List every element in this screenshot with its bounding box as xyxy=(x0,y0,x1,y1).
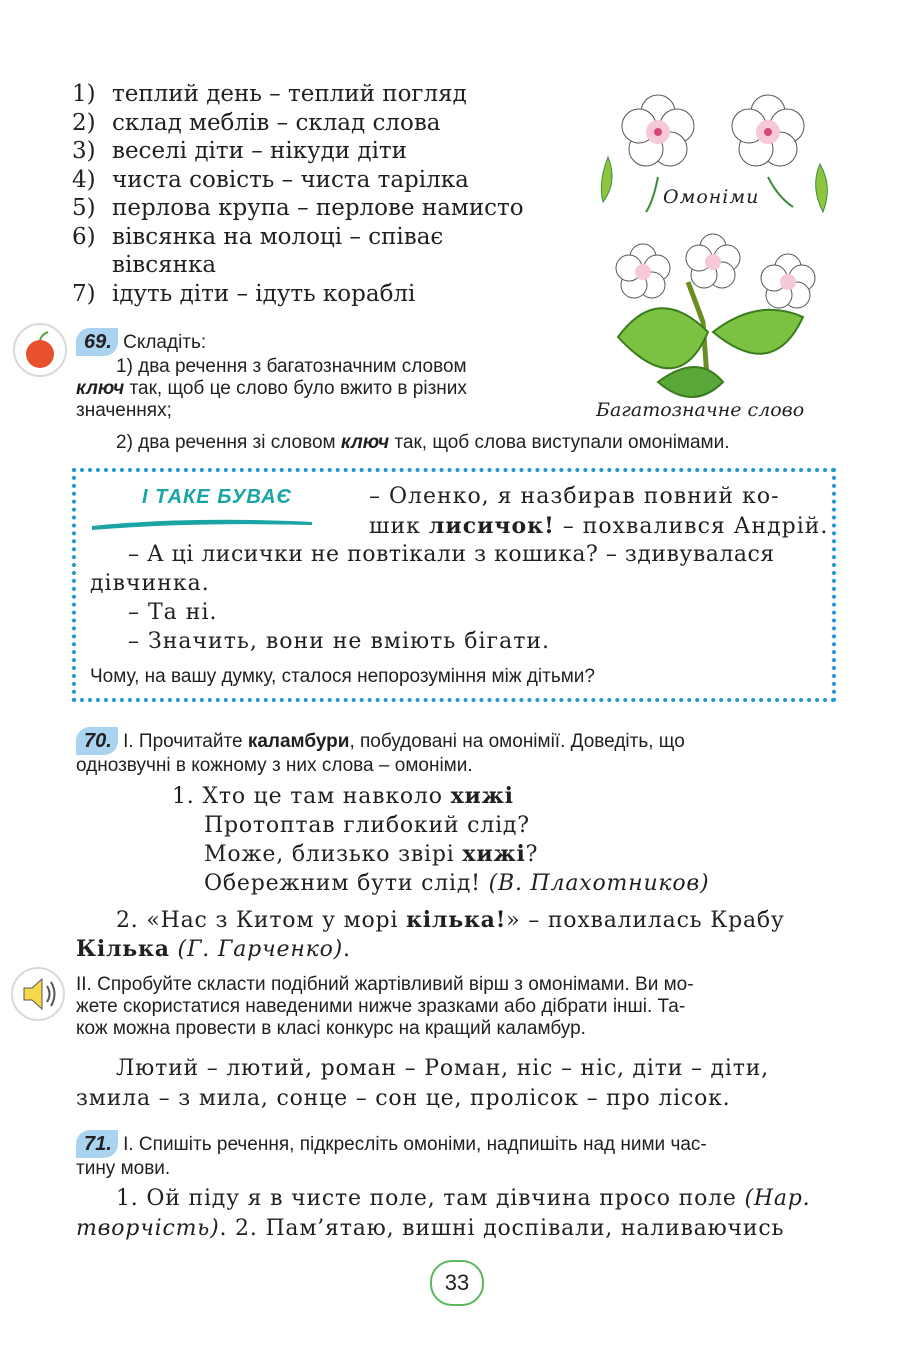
ex69-line-2 xyxy=(76,378,576,400)
caption-homonyms: Омоніми xyxy=(663,186,760,208)
ex70-intro-a: І. Прочитайте xyxy=(117,731,248,752)
list-item-number: 1) xyxy=(72,81,96,107)
apple-icon xyxy=(12,322,68,378)
polysemous-branch xyxy=(616,234,815,397)
list-item-text: вівсянка xyxy=(112,252,217,278)
poem-line: Обережним бути слід! xyxy=(204,871,489,896)
exercise-70-intro xyxy=(76,727,846,777)
homonym-pairs-list xyxy=(72,80,592,308)
sentence-source: (Нар. xyxy=(744,1186,811,1211)
ex69-line-4-b: так, щоб слова виступали омонімами. xyxy=(389,432,730,453)
list-item-text: теплий день – теплий погляд xyxy=(112,81,467,107)
aside-line-2 xyxy=(369,513,828,539)
ex70-ii-line: ІІ. Спробуйте скласти подібний жартівливий вірш з омонімами. Ви мо- xyxy=(76,974,694,995)
ex69-line-1: 1) два речення з багатозначним словом xyxy=(116,356,467,377)
sentence-text: . 2. Пам’ятаю, вишні доспівали, наливаючись xyxy=(219,1216,785,1241)
word-pairs xyxy=(76,1054,769,1114)
word-pairs-line: Лютий – лютий, роман – Роман, ніс – ніс, діти – діти, xyxy=(116,1056,769,1081)
poem-punct: ? xyxy=(525,842,539,867)
list-item-number: 6) xyxy=(72,223,96,250)
speaker-icon xyxy=(10,966,66,1022)
list-item xyxy=(72,109,592,138)
caption-polysemous: Багатозначне слово xyxy=(596,399,805,421)
list-item-number: 4) xyxy=(72,166,96,193)
ex70-keyword: каламбури xyxy=(247,731,350,752)
sentence-text: 1. Ой піду я в чисте поле, там дівчина просо поле xyxy=(116,1186,745,1211)
poem-line: 1. Хто це там навколо xyxy=(172,784,451,809)
aside-line-5: – Та ні. xyxy=(128,600,218,625)
list-item xyxy=(72,80,592,109)
aside-keyword: лисичок! xyxy=(428,513,555,539)
poem-line: Може, близько звірі xyxy=(204,842,463,867)
list-item-number: 3) xyxy=(72,138,96,164)
ex71-line: тину мови. xyxy=(76,1158,171,1179)
ex71-sentences xyxy=(76,1184,810,1244)
poem-line: 2. «Нас з Китом у морі xyxy=(116,908,407,933)
list-item-text: склад меблів – склад слова xyxy=(112,109,441,136)
word-pairs-line: змила – з мила, сонце – сон це, пролісок – про лісок. xyxy=(76,1086,731,1111)
flowers-illustration xyxy=(598,82,838,417)
exercise-number: 70. xyxy=(76,727,118,755)
list-item-number xyxy=(72,251,112,280)
aside-label: І ТАКЕ БУВАЄ xyxy=(142,486,292,508)
aside-line-3: – А ці лисички не повтікали з кошика? – здивувалася xyxy=(128,542,775,567)
keyword: ключ xyxy=(76,378,125,399)
poem-2 xyxy=(76,906,840,964)
list-item xyxy=(72,280,592,309)
list-item-text: веселі діти – нікуди діти xyxy=(112,138,407,164)
list-item xyxy=(72,194,592,223)
aside-line-2-a: шик xyxy=(369,514,429,539)
exercise-69 xyxy=(76,328,576,422)
aside-line-6: – Значить, вони не вміють бігати. xyxy=(128,629,551,654)
list-item-number: 5) xyxy=(72,195,96,221)
list-item-text: вівсянка на молоці – співає xyxy=(112,223,444,250)
poem-author: (Г. Гарченко) xyxy=(169,937,344,962)
aside-line-1: – Оленко, я назбирав повний ко- xyxy=(369,484,780,509)
poem-punct: . xyxy=(343,937,351,962)
poem-line: Протоптав глибокий слід? xyxy=(204,813,530,838)
poem-author: (В. Плахотников) xyxy=(488,871,710,896)
ex69-line-3: значеннях; xyxy=(76,400,172,421)
list-item-number: 2) xyxy=(72,109,96,136)
exercise-title: Складіть: xyxy=(123,332,207,353)
list-item-text: перлова крупа – перлове намисто xyxy=(112,195,524,221)
poem-keyword: хижі xyxy=(462,841,526,867)
list-item-number: 7) xyxy=(72,280,96,307)
aside-question: Чому, на вашу думку, сталося непорозуміння між дітьми? xyxy=(90,666,595,687)
ex69-line-2-text: так, щоб це слово було вжито в різних xyxy=(124,378,467,399)
list-item xyxy=(72,137,592,166)
list-item xyxy=(72,251,592,280)
poem-line: » – похвалилась Крабу xyxy=(506,908,785,933)
list-item xyxy=(72,166,592,195)
poem-keyword: Кілька xyxy=(76,936,170,962)
page-number: 33 xyxy=(430,1260,484,1306)
exercise-71 xyxy=(76,1130,846,1180)
ex70-intro-c: однозвучні в кожному з них слова – омоніми. xyxy=(76,755,473,776)
exercise-number: 69. xyxy=(76,328,118,356)
aside-line-2-b: – похвалився Андрій. xyxy=(554,514,829,539)
ex69-line-4-a: 2) два речення зі словом xyxy=(116,432,341,453)
exercise-number: 71. xyxy=(76,1130,118,1158)
aside-line-4: дівчинка. xyxy=(90,571,210,596)
ex70-ii-line: кож можна провести в класі конкурс на кращий каламбур. xyxy=(76,1018,586,1039)
brush-stroke xyxy=(90,512,315,532)
ex70-intro-b: , побудовані на омонімії. Доведіть, що xyxy=(349,731,685,752)
ex70-ii-line: жете скористатися наведеними нижче зразками або дібрати інші. Та- xyxy=(76,996,686,1017)
list-item xyxy=(72,223,592,252)
ex69-line-4 xyxy=(116,432,730,454)
sentence-source: творчість) xyxy=(76,1216,220,1241)
list-item-text: ідуть діти – ідуть кораблі xyxy=(112,280,416,307)
poem-keyword: хижі xyxy=(450,783,514,809)
poem-keyword: кілька! xyxy=(406,907,507,933)
list-item-text: чиста совість – чиста тарілка xyxy=(112,166,469,193)
exercise-70-part-2 xyxy=(76,974,846,1040)
keyword: ключ xyxy=(340,432,390,453)
ex71-line: І. Спишіть речення, підкресліть омоніми, надпишіть над ними час- xyxy=(117,1134,707,1155)
poem-1 xyxy=(172,782,709,898)
